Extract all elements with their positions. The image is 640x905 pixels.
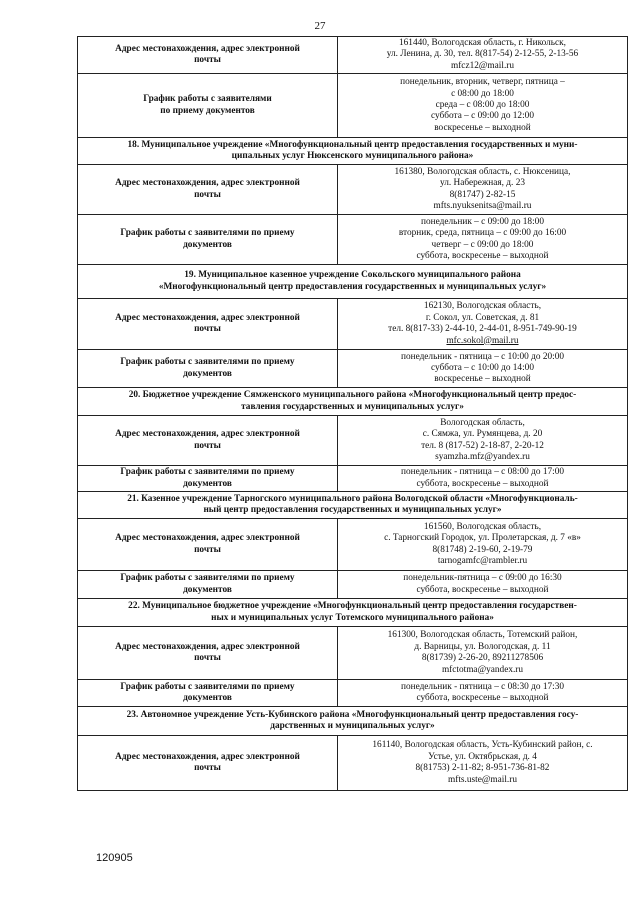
field-label-line: документов xyxy=(183,693,232,704)
field-value-line: 161380, Вологодская область, с. Нюксеница, xyxy=(394,166,571,177)
field-value xyxy=(338,736,628,791)
table-row xyxy=(78,571,628,599)
field-value-line: понедельник - пятница – с 08:00 до 17:00 xyxy=(400,467,565,478)
table-row xyxy=(78,74,628,138)
field-value-line: суббота, воскресенье – выходной xyxy=(416,584,549,595)
field-value-line: tarnogamfc@rambler.ru xyxy=(437,556,528,567)
field-label-line: почты xyxy=(194,55,221,66)
table-row xyxy=(78,350,628,388)
mfc-contacts-table xyxy=(77,36,628,791)
field-value-line: 8(81753) 2-11-82; 8-951-736-81-82 xyxy=(415,763,550,774)
field-value-line: четверг – с 09:00 до 18:00 xyxy=(431,239,534,250)
field-value-line: тел. 8(817-33) 2-44-10, 2-44-01, 8-951-749-90-19 xyxy=(388,324,577,335)
field-value xyxy=(338,350,628,388)
table-row xyxy=(78,416,628,466)
section-title xyxy=(78,707,628,736)
field-value-line: суббота – с 09:00 до 12:00 xyxy=(431,111,534,122)
field-value-line: вторник, среда, пятница – с 09:00 до 16:00 xyxy=(398,228,567,239)
section-title-line: 19. Муниципальное казенное учреждение Сокольского муниципального района xyxy=(184,270,521,281)
field-value-line: ул. Ленина, д. 30, тел. 8(817-54) 2-12-55, 2-13-56 xyxy=(386,49,579,60)
table-row xyxy=(78,215,628,265)
field-value xyxy=(338,466,628,492)
table-row xyxy=(78,519,628,571)
field-value xyxy=(338,215,628,265)
field-value-line: mfts.uste@mail.ru xyxy=(448,774,517,785)
field-label-line: Адрес местонахождения, адрес электронной xyxy=(115,178,300,189)
section-title-line: ных и муниципальных услуг Тотемского муниципального района» xyxy=(211,612,494,623)
field-value-line: ул. Набережная, д. 23 xyxy=(439,178,525,189)
field-label-line: по приему документов xyxy=(160,105,255,116)
field-value-line: понедельник, вторник, четверг, пятница – xyxy=(400,77,565,88)
field-value-line: mfts.nyuksenitsa@mail.ru xyxy=(433,201,532,212)
field-value-line: суббота, воскресенье – выходной xyxy=(416,478,549,489)
field-label xyxy=(78,165,338,215)
field-label xyxy=(78,466,338,492)
field-label-line: почты xyxy=(194,544,221,555)
page-number: 27 xyxy=(314,20,326,32)
field-label-line: документов xyxy=(183,478,232,489)
section-title xyxy=(78,492,628,519)
section-title xyxy=(78,265,628,299)
field-value xyxy=(338,571,628,599)
field-label-line: График работы с заявителями по приему xyxy=(120,357,295,368)
table-row xyxy=(78,165,628,215)
table-row xyxy=(78,736,628,791)
field-label-line: График работы с заявителями по приему xyxy=(120,573,295,584)
field-value-line: mfcz12@mail.ru xyxy=(450,60,515,71)
field-label-line: Адрес местонахождения, адрес электронной xyxy=(115,43,300,54)
section-title xyxy=(78,599,628,627)
field-value-line: 162130, Вологодская область, xyxy=(423,301,542,312)
field-label-line: График работы с заявителями по приему xyxy=(120,467,295,478)
field-value-line: 161440, Вологодская область, г. Никольск, xyxy=(399,38,566,48)
field-value xyxy=(338,299,628,350)
field-label-line: Адрес местонахождения, адрес электронной xyxy=(115,533,300,544)
field-value-line: суббота, воскресенье – выходной xyxy=(416,251,549,262)
section-title-line: 23. Автономное учреждение Усть-Кубинского района «Многофункциональный центр предоставления госу- xyxy=(126,709,579,720)
field-value-line: д. Варницы, ул. Вологодская, д. 11 xyxy=(414,641,551,652)
field-value-line: суббота – с 10:00 до 14:00 xyxy=(431,363,534,374)
field-value-line: 161560, Вологодская область, xyxy=(423,521,542,532)
field-label xyxy=(78,571,338,599)
table-body xyxy=(78,37,628,791)
field-label xyxy=(78,736,338,791)
field-value-line: понедельник – с 09:00 до 18:00 xyxy=(421,216,544,227)
field-value xyxy=(338,74,628,138)
section-title-line: тавления государственных и муниципальных услуг» xyxy=(241,401,464,412)
field-label xyxy=(78,74,338,138)
field-value-line: 161300, Вологодская область, Тотемский район, xyxy=(387,630,578,641)
field-value-line: с. Тарногский Городок, ул. Пролетарская, д. 7 «в» xyxy=(384,533,581,544)
section-header-row xyxy=(78,707,628,736)
field-value xyxy=(338,627,628,680)
section-title xyxy=(78,138,628,165)
field-label xyxy=(78,299,338,350)
field-label-line: документов xyxy=(183,239,232,250)
field-value-line: воскресенье – выходной xyxy=(434,374,531,385)
field-label-line: документов xyxy=(183,584,232,595)
field-value-line: 8(81739) 2-26-20, 89211278506 xyxy=(421,653,544,664)
field-value-line: с 08:00 до 18:00 xyxy=(451,88,514,99)
field-label xyxy=(78,37,338,74)
field-label-line: почты xyxy=(194,653,221,664)
section-title-line: 18. Муниципальное учреждение «Многофункциональный центр предоставления государственных и муни- xyxy=(127,139,578,150)
section-title-line: дарственных и муниципальных услуг» xyxy=(270,721,435,732)
table-row xyxy=(78,680,628,707)
field-value-line: тел. 8 (817-52) 2-18-87, 2-20-12 xyxy=(421,440,544,451)
section-title-line: ный центр предоставления государственных и муниципальных услуг» xyxy=(203,505,502,516)
field-value xyxy=(338,680,628,707)
section-title-line: 22. Муниципальное бюджетное учреждение «Многофункциональный центр предоставления государствен- xyxy=(128,601,577,612)
field-label-line: Адрес местонахождения, адрес электронной xyxy=(115,751,300,762)
field-label xyxy=(78,350,338,388)
field-value-line: с. Сямжа, ул. Румянцева, д. 20 xyxy=(422,429,543,440)
field-value-line: syamzha.mfz@yandex.ru xyxy=(435,452,530,463)
field-value-line: г. Сокол, ул. Советская, д. 81 xyxy=(425,312,540,323)
field-label xyxy=(78,416,338,466)
field-value-line: понедельник - пятница – с 08:30 до 17:30 xyxy=(400,681,565,692)
field-value-line: 161140, Вологодская область, Усть-Кубинский район, с. xyxy=(372,740,593,751)
section-title xyxy=(78,388,628,416)
field-value-line: 8(81747) 2-82-15 xyxy=(449,189,516,200)
field-label-line: Адрес местонахождения, адрес электронной xyxy=(115,429,300,440)
field-value-line: воскресенье – выходной xyxy=(434,122,531,133)
section-header-row xyxy=(78,492,628,519)
table-row xyxy=(78,627,628,680)
field-label xyxy=(78,680,338,707)
field-label-line: Адрес местонахождения, адрес электронной xyxy=(115,641,300,652)
section-header-row xyxy=(78,265,628,299)
field-label-line: почты xyxy=(194,324,221,335)
field-label-line: почты xyxy=(194,189,221,200)
field-value xyxy=(338,165,628,215)
field-label-line: График работы с заявителями по приему xyxy=(120,681,295,692)
field-label-line: График работы с заявителями xyxy=(143,94,272,105)
field-value-line: Устье, ул. Октябрьская, д. 4 xyxy=(428,751,537,762)
field-value-line: суббота, воскресенье – выходной xyxy=(416,693,549,704)
section-title-line: 20. Бюджетное учреждение Сямженского муниципального района «Многофункциональный центр предос- xyxy=(128,390,577,401)
section-title-line: ципальных услуг Нюксенского муниципального района» xyxy=(231,151,474,162)
table-row xyxy=(78,37,628,74)
field-label xyxy=(78,215,338,265)
field-label-line: Адрес местонахождения, адрес электронной xyxy=(115,312,300,323)
table-row xyxy=(78,466,628,492)
table-row xyxy=(78,299,628,350)
field-label-line: почты xyxy=(194,763,221,774)
field-value xyxy=(338,37,628,74)
field-label-line: документов xyxy=(183,368,232,379)
section-header-row xyxy=(78,388,628,416)
section-title-line: «Многофункциональный центр предоставления государственных и муниципальных услуг» xyxy=(158,281,547,292)
field-label-line: почты xyxy=(194,440,221,451)
field-label xyxy=(78,519,338,571)
field-value-line: понедельник - пятница – с 10:00 до 20:00 xyxy=(400,351,565,362)
footer-code: 120905 xyxy=(96,852,133,864)
field-value-line: понедельник-пятница – с 09:00 до 16:30 xyxy=(403,573,562,584)
field-value-line: среда – с 08:00 до 18:00 xyxy=(435,100,530,111)
section-title-line: 21. Казенное учреждение Тарногского муниципального района Вологодской области «Многофункциональ- xyxy=(127,493,578,504)
field-value xyxy=(338,416,628,466)
field-value-line: Вологодская область, xyxy=(440,417,525,428)
section-header-row xyxy=(78,138,628,165)
section-header-row xyxy=(78,599,628,627)
field-value-line: mfctotma@yandex.ru xyxy=(441,664,524,675)
field-value-line: mfc.sokol@mail.ru xyxy=(446,335,519,346)
field-value xyxy=(338,519,628,571)
field-label-line: График работы с заявителями по приему xyxy=(120,228,295,239)
field-value-line: 8(81748) 2-19-60, 2-19-79 xyxy=(432,544,533,555)
field-label xyxy=(78,627,338,680)
